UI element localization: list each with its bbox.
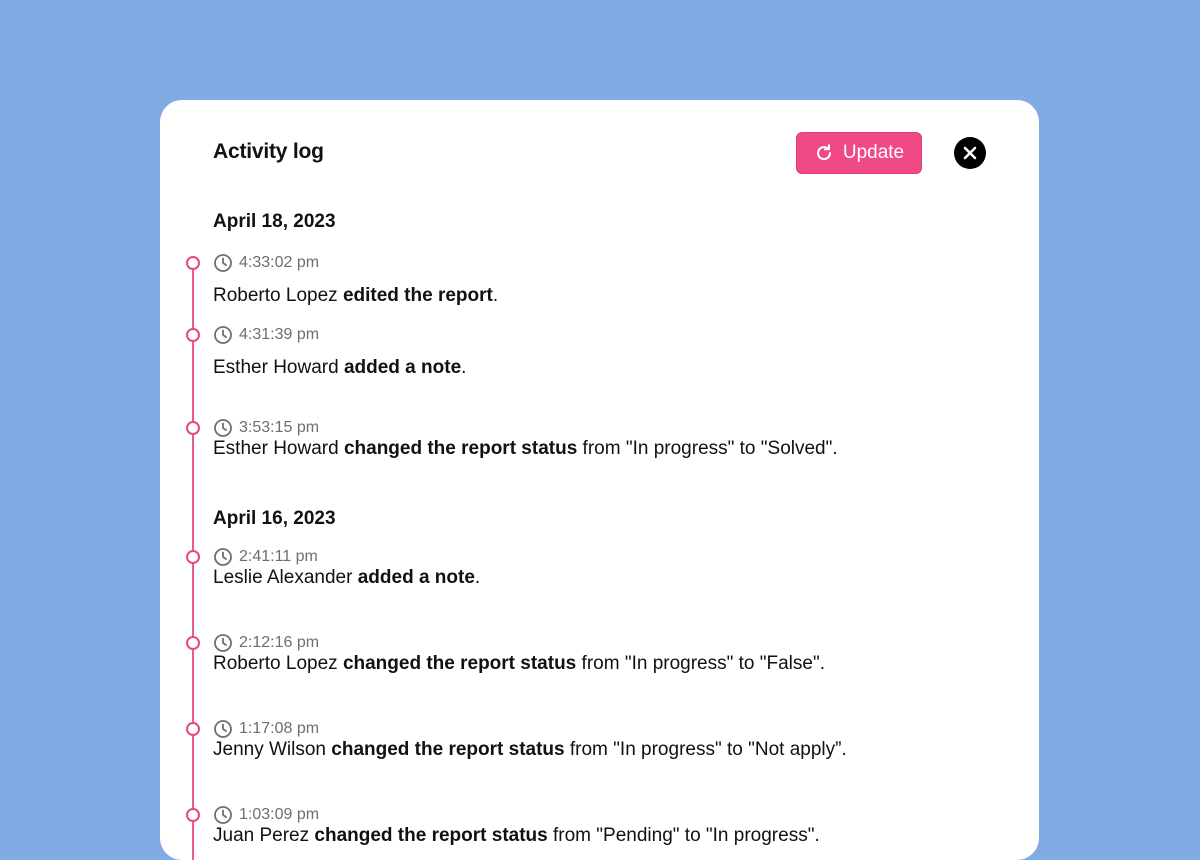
timestamp [213,633,319,653]
entry-description [213,653,825,675]
activity-entry [160,722,1039,782]
entry-rest: from "In progress" to "Solved". [577,438,838,459]
entry-user: Esther Howard [213,357,339,378]
entry-rest: from "Pending" to "In progress". [547,825,820,846]
activity-entry [160,256,1039,316]
timestamp [213,805,319,825]
entry-action: edited the report [342,285,493,306]
timeline-dot [186,550,200,564]
timeline-dot [186,256,200,270]
timestamp [213,719,319,739]
timeline-dot [186,421,200,435]
entry-time: 4:33:02 pm [239,254,320,271]
entry-rest: from "In progress" to "Not apply”. [564,739,847,760]
entry-rest: . [461,357,467,378]
activity-entry [160,421,1039,481]
clock-icon [213,633,233,653]
timestamp [213,253,319,273]
entry-action: changed the report status [331,739,565,760]
entry-user: Esther Howard [213,438,339,459]
activity-entry [160,808,1039,860]
entry-description [213,739,847,761]
clock-icon [213,805,233,825]
entry-description [213,438,838,460]
entry-description [213,357,466,379]
update-button-label: Update [842,142,905,163]
close-icon [963,146,977,160]
clock-icon [213,253,233,273]
entry-time: 2:41:11 pm [239,548,318,565]
date-header: April 18, 2023 [213,211,336,232]
entry-rest: . [474,567,481,588]
clock-icon [213,418,233,438]
timestamp [213,547,318,567]
entry-user: Leslie Alexander [213,567,353,588]
entry-time: 4:31:39 pm [239,326,320,343]
clock-icon [213,547,233,567]
update-button[interactable] [796,132,922,174]
entry-action: added a note [357,567,475,588]
activity-log-dialog [160,100,1039,860]
timeline-dot [186,808,200,822]
entry-action: changed the report status [343,438,578,459]
entry-time: 2:12:16 pm [239,634,320,651]
entry-description [213,285,498,307]
entry-user: Juan Perez [213,825,310,846]
refresh-icon [814,143,834,163]
entry-user: Roberto Lopez [213,285,338,306]
date-header: April 16, 2023 [213,508,336,529]
entry-time: 1:17:08 pm [239,720,320,737]
entry-time: 1:03:09 pm [239,806,320,823]
entry-action: added a note [343,357,462,378]
entry-time: 3:53:15 pm [239,419,320,436]
activity-entry [160,550,1039,610]
timeline-dot [186,328,200,342]
activity-entry [160,328,1039,388]
entry-description [213,825,820,847]
timeline-dot [186,636,200,650]
entry-user: Roberto Lopez [213,653,338,674]
timestamp [213,418,319,438]
dialog-title: Activity log [213,140,324,163]
timestamp [213,325,319,345]
entry-user: Jenny Wilson [213,739,326,760]
clock-icon [213,325,233,345]
activity-entry [160,636,1039,696]
entry-action: changed the report status [342,653,577,674]
entry-rest: from "In progress" to "False". [576,653,825,674]
clock-icon [213,719,233,739]
timeline-dot [186,722,200,736]
entry-rest: . [492,285,499,306]
entry-action: changed the report status [314,825,548,846]
entry-description [213,567,480,589]
close-button[interactable] [954,137,986,169]
